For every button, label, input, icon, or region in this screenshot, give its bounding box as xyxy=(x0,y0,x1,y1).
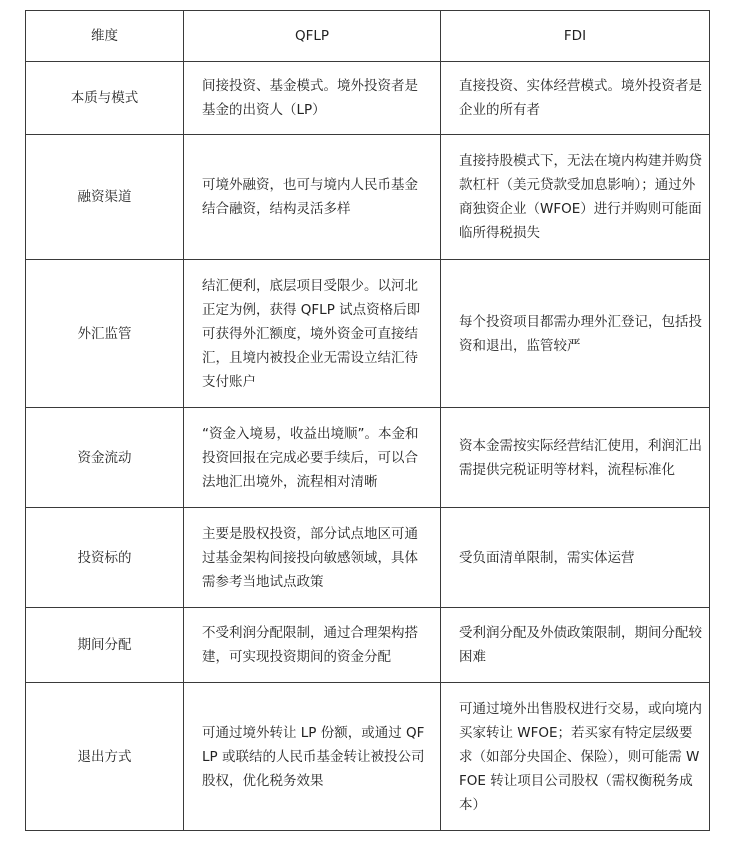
row-fdi: 受利润分配及外债政策限制，期间分配较困难 xyxy=(441,608,710,683)
row-dimension: 融资渠道 xyxy=(26,135,184,260)
row-dimension: 外汇监管 xyxy=(26,260,184,408)
comparison-table xyxy=(25,10,710,831)
row-fdi: 直接持股模式下，无法在境内构建并购贷款杠杆（美元贷款受加息影响）；通过外商独资企业（WFOE）进行并购则可能面临所得税损失 xyxy=(441,135,710,260)
row-qflp: “资金入境易，收益出境顺”。本金和投资回报在完成必要手续后，可以合法地汇出境外，流程相对清晰 xyxy=(184,408,441,508)
table-row xyxy=(26,260,710,408)
row-fdi: 可通过境外出售股权进行交易，或向境内买家转让 WFOE；若买家有特定层级要求（如部分央国企、保险），则可能需 WFOE 转让项目公司股权（需权衡税务成本） xyxy=(441,683,710,831)
row-dimension: 投资标的 xyxy=(26,508,184,608)
header-row xyxy=(26,11,710,62)
row-fdi: 受负面清单限制，需实体运营 xyxy=(441,508,710,608)
row-qflp: 可境外融资，也可与境内人民币基金结合融资，结构灵活多样 xyxy=(184,135,441,260)
row-qflp: 不受利润分配限制，通过合理架构搭建，可实现投资期间的资金分配 xyxy=(184,608,441,683)
table-row xyxy=(26,608,710,683)
row-dimension: 期间分配 xyxy=(26,608,184,683)
header-dimension: 维度 xyxy=(26,11,184,62)
table-row xyxy=(26,508,710,608)
row-qflp: 结汇便利，底层项目受限少。以河北正定为例，获得 QFLP 试点资格后即可获得外汇额度，境外资金可直接结汇，且境内被投企业无需设立结汇待支付账户 xyxy=(184,260,441,408)
table-row xyxy=(26,683,710,831)
row-fdi: 资本金需按实际经营结汇使用，利润汇出需提供完税证明等材料，流程标准化 xyxy=(441,408,710,508)
header-qflp: QFLP xyxy=(184,11,441,62)
table-row xyxy=(26,408,710,508)
row-qflp: 可通过境外转让 LP 份额，或通过 QFLP 或联结的人民币基金转让被投公司股权，优化税务效果 xyxy=(184,683,441,831)
table-row xyxy=(26,135,710,260)
row-qflp: 间接投资、基金模式。境外投资者是基金的出资人（LP） xyxy=(184,62,441,135)
row-dimension: 资金流动 xyxy=(26,408,184,508)
table-row xyxy=(26,62,710,135)
row-qflp: 主要是股权投资，部分试点地区可通过基金架构间接投向敏感领域，具体需参考当地试点政策 xyxy=(184,508,441,608)
row-fdi: 直接投资、实体经营模式。境外投资者是企业的所有者 xyxy=(441,62,710,135)
header-fdi: FDI xyxy=(441,11,710,62)
row-fdi: 每个投资项目都需办理外汇登记，包括投资和退出，监管较严 xyxy=(441,260,710,408)
row-dimension: 退出方式 xyxy=(26,683,184,831)
row-dimension: 本质与模式 xyxy=(26,62,184,135)
